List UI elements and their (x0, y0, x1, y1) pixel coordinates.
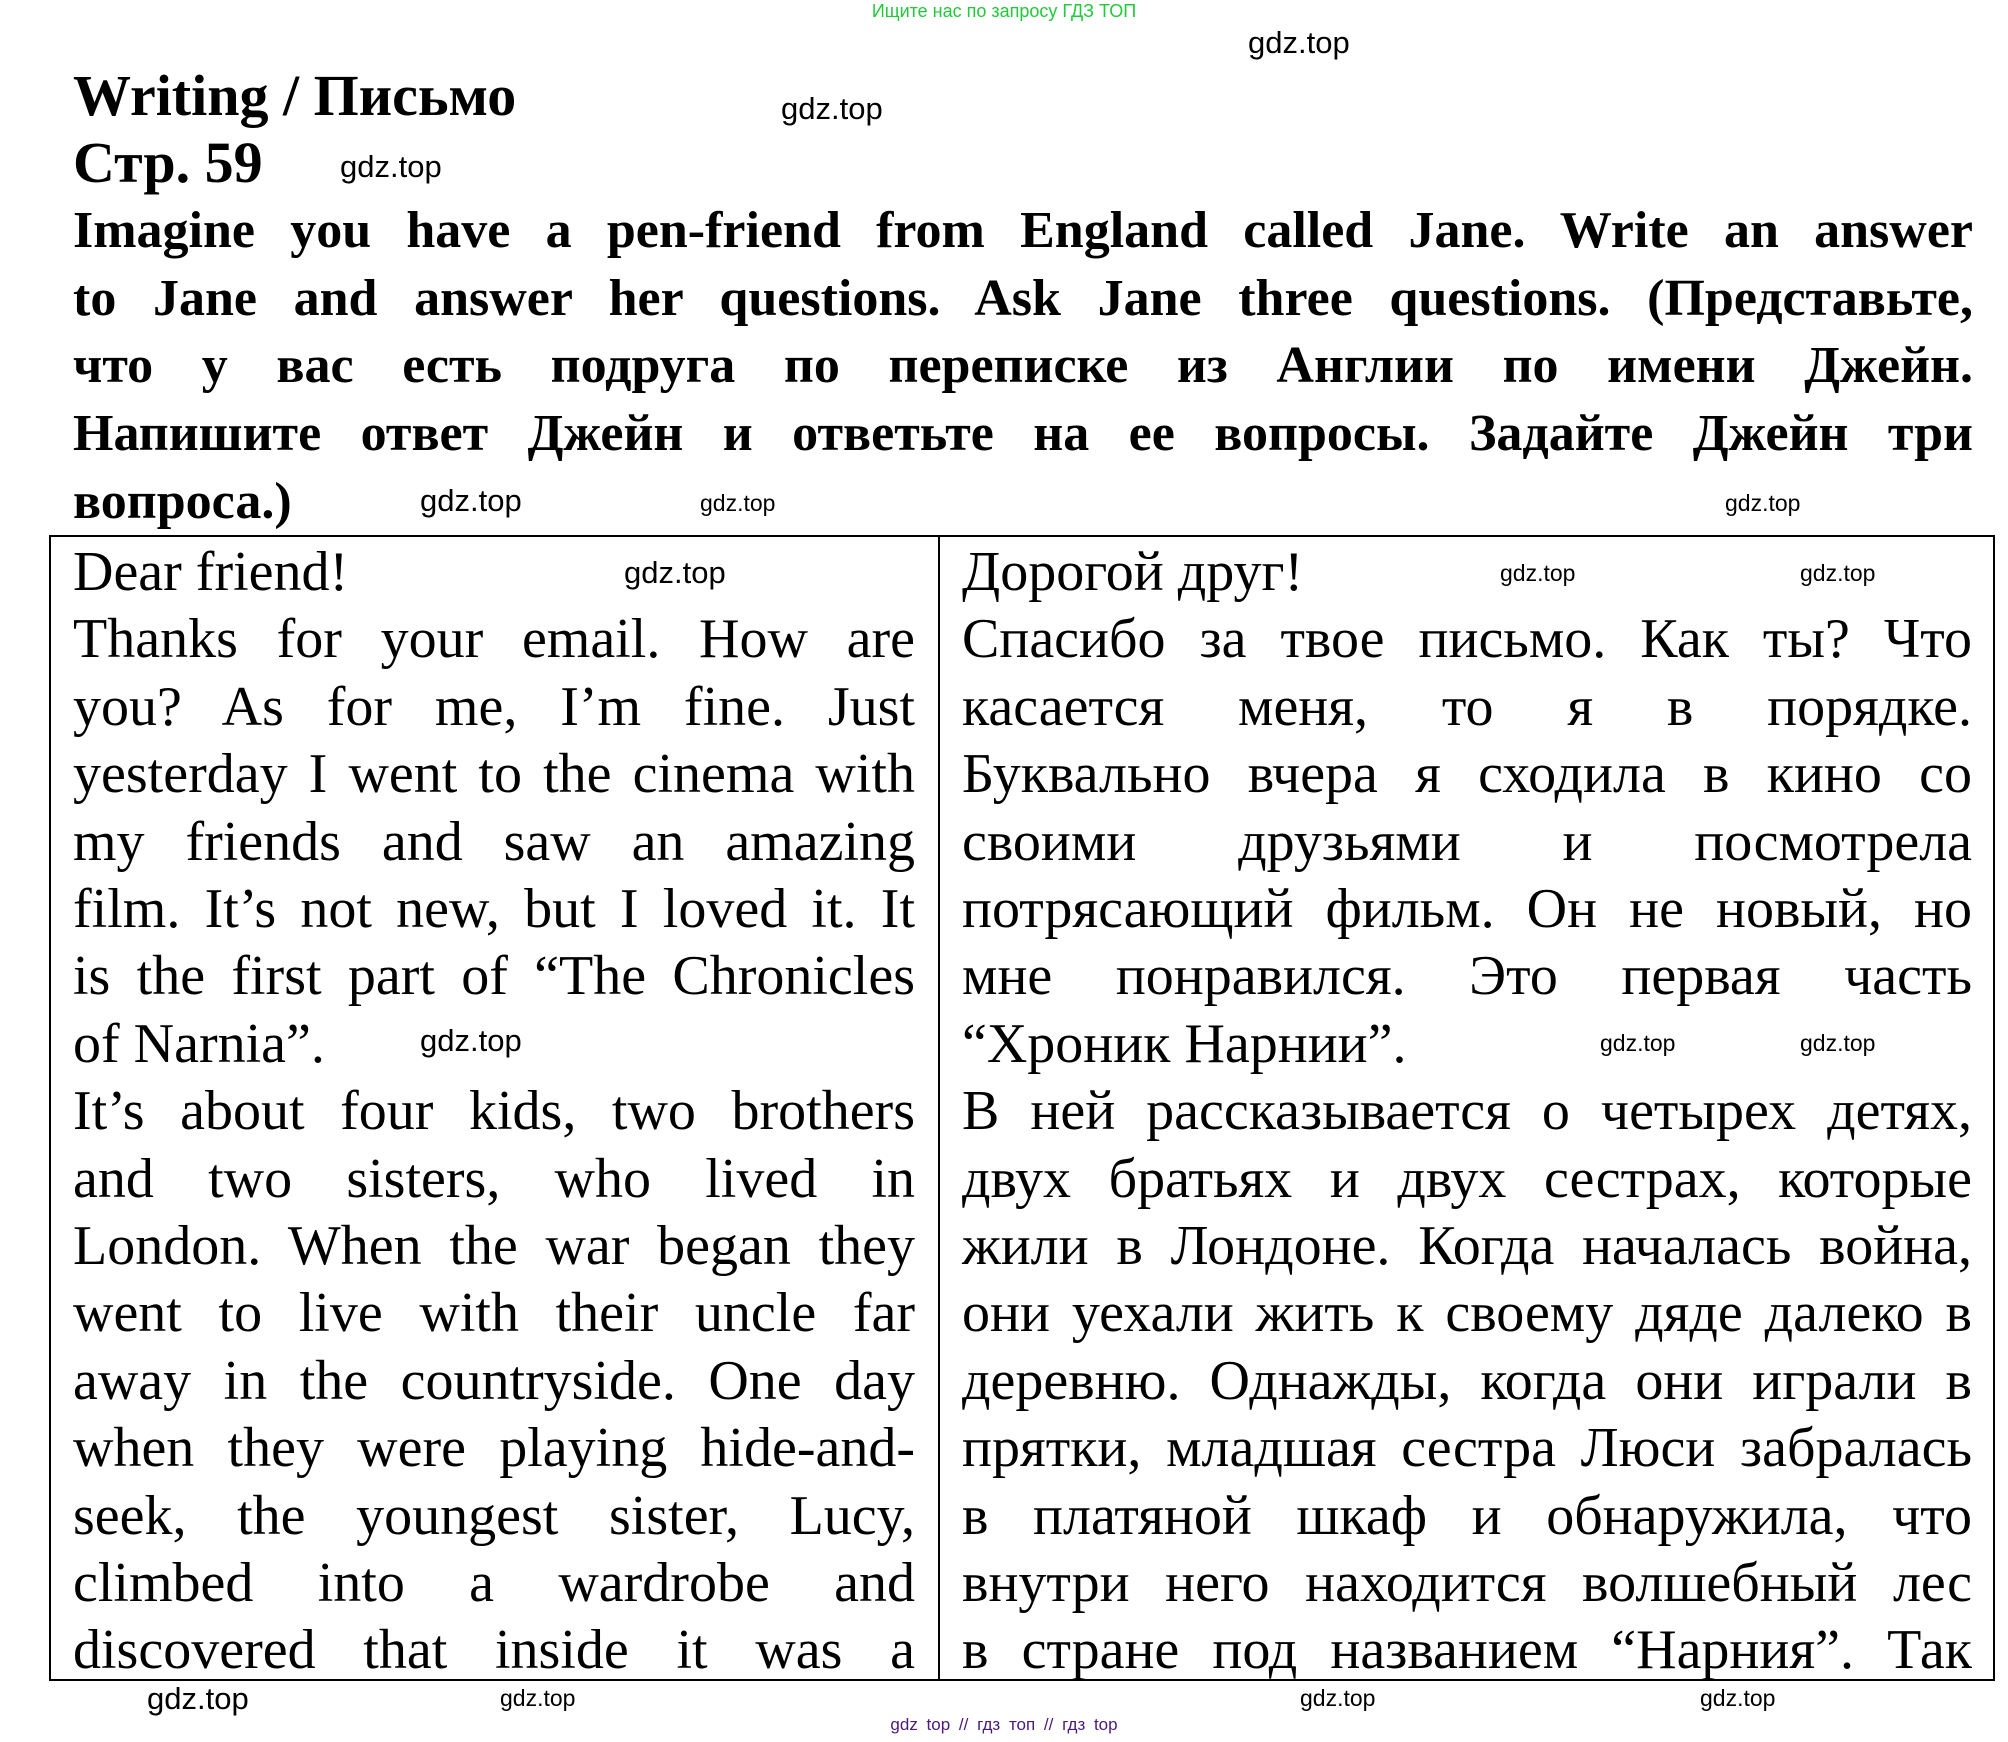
section-title: Writing / Письмо (73, 63, 517, 128)
russian-text-line: они уехали жить к своему дяде далеко в (962, 1282, 1972, 1345)
english-text-line: London. When the war began they (73, 1215, 915, 1277)
task-line: Напишите ответ Джейн и ответьте на ее вопросы. Задайте Джейн три (73, 405, 1973, 463)
russian-text-line: Спасибо за твое письмо. Как ты? Что (962, 608, 1972, 671)
watermark-text: gdz.top (1725, 490, 1801, 516)
russian-text-line: В ней рассказывается о четырех детях, (962, 1080, 1972, 1143)
watermark-text: gdz.top (340, 149, 442, 184)
watermark-text: gdz.top (781, 91, 883, 126)
watermark-text: gdz.top (624, 555, 726, 590)
russian-text-line: внутри него находится волшебный лес (962, 1552, 1972, 1614)
watermark-text: gdz.top (1800, 560, 1876, 586)
english-text-line: Dear friend! (73, 541, 349, 603)
english-text-line: yesterday I went to the cinema with (73, 743, 915, 806)
english-text-line: discovered that inside it was a (73, 1619, 915, 1682)
watermark-text: gdz.top (420, 1023, 522, 1058)
top-search-note: Ищите нас по запросу ГДЗ ТОП (871, 1, 1137, 21)
english-text-line: my friends and saw an amazing (73, 810, 915, 873)
russian-text-line: касается меня, то я в порядке. (962, 675, 1972, 738)
watermark-text: gdz.top (500, 1685, 576, 1711)
russian-text-line: “Хроник Нарнии”. (962, 1012, 1407, 1075)
russian-text-line: двух братьях и двух сестрах, которые (962, 1147, 1972, 1210)
task-line: to Jane and answer her questions. Ask Jane three questions. (Представьте, (73, 269, 1973, 327)
english-text-line: you? As for me, I’m fine. Just (73, 675, 915, 738)
task-line: вопроса.) (73, 472, 292, 530)
russian-text-line: прятки, младшая сестра Люси забралась (962, 1417, 1972, 1480)
footer-watermark: gdz top // гдз топ // гдз top (890, 1715, 1118, 1734)
watermark-text: gdz.top (700, 490, 776, 516)
english-text-line: Thanks for your email. How are (73, 608, 915, 671)
russian-text-line: Буквально вчера я сходила в кино со (962, 743, 1972, 806)
russian-text-line: в платяной шкаф и обнаружила, что (962, 1484, 1972, 1547)
watermark-text: gdz.top (1700, 1685, 1776, 1711)
russian-text-line: деревню. Однажды, когда они играли в (962, 1349, 1972, 1412)
russian-text-line: потрясающий фильм. Он не новый, но (962, 878, 1972, 940)
watermark-text: gdz.top (1600, 1030, 1676, 1056)
english-text-line: It’s about four kids, two brothers (73, 1080, 915, 1143)
task-line: что у вас есть подруга по переписке из Англии по имени Джейн. (73, 337, 1973, 395)
english-text-line: film. It’s not new, but I loved it. It (73, 878, 915, 940)
task-line: Imagine you have a pen-friend from England called Jane. Write an answer (73, 202, 1973, 259)
english-text-line: away in the countryside. One day (73, 1349, 915, 1412)
page-number: Стр. 59 (73, 130, 263, 195)
english-text-line: of Narnia”. (73, 1012, 325, 1075)
english-text-line: when they were playing hide-and- (73, 1417, 915, 1480)
russian-text-line: Дорогой друг! (962, 541, 1304, 603)
english-text-line: seek, the youngest sister, Lucy, (73, 1484, 915, 1547)
watermark-text: gdz.top (1300, 1685, 1376, 1711)
english-text-line: climbed into a wardrobe and (73, 1552, 915, 1614)
english-text-line: is the first part of “The Chronicles (73, 945, 915, 1008)
watermark-text: gdz.top (147, 1681, 249, 1716)
watermark-text: gdz.top (1800, 1030, 1876, 1056)
column-divider (938, 535, 940, 1681)
english-text-line: went to live with their uncle far (73, 1282, 915, 1345)
watermark-text: gdz.top (1248, 25, 1350, 60)
russian-text-line: мне понравился. Это первая часть (962, 945, 1972, 1008)
russian-text-line: своими друзьями и посмотрела (962, 810, 1972, 873)
watermark-text: gdz.top (1500, 560, 1576, 586)
russian-text-line: жили в Лондоне. Когда началась война, (962, 1215, 1972, 1277)
russian-text-line: в стране под названием “Нарния”. Так (962, 1619, 1972, 1682)
watermark-text: gdz.top (420, 483, 522, 518)
english-text-line: and two sisters, who lived in (73, 1147, 915, 1210)
